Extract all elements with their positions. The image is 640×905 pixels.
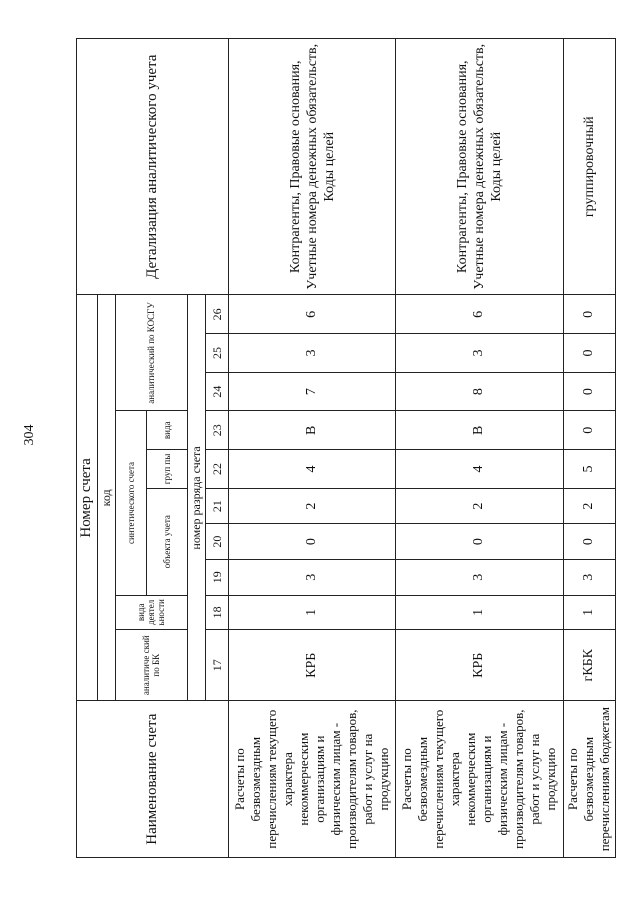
value-cell: 7 — [228, 372, 395, 411]
column-number: 22 — [206, 450, 229, 489]
value-cell: 3 — [563, 559, 615, 595]
value-cell: 3 — [228, 334, 395, 373]
column-number: 24 — [206, 372, 229, 411]
value-cell: 1 — [396, 595, 563, 630]
account-table — [76, 38, 616, 858]
value-cell: 0 — [563, 295, 615, 334]
account-name: Расчеты по безвозмездным перечислениям текущего характера некоммерческим организациям и физическим лицам - производителям товаров, работ и услуг на продукцию — [228, 701, 395, 858]
value-cell: В — [228, 411, 395, 450]
value-cell: КРБ — [228, 630, 395, 701]
account-name: Расчеты по безвозмездным перечислениям бюджетам — [563, 701, 615, 858]
value-cell: 0 — [563, 524, 615, 560]
value-cell: 1 — [228, 595, 395, 630]
column-number: 26 — [206, 295, 229, 334]
column-number: 17 — [206, 630, 229, 701]
account-name-header: Наименование счета — [77, 701, 229, 858]
value-cell: 0 — [396, 524, 563, 560]
digit-number-header: номер разряда счета — [187, 295, 205, 701]
value-cell: 4 — [228, 450, 395, 489]
detail-cell: Контрагенты, Правовые основания, Учетные номера денежных обязательств, Коды целей — [228, 39, 395, 295]
account-number-header: Номер счета — [77, 295, 98, 701]
value-cell: В — [396, 411, 563, 450]
detail-cell: группировочный — [563, 39, 615, 295]
value-cell: 0 — [563, 334, 615, 373]
value-cell: 0 — [563, 372, 615, 411]
page-number: 304 — [22, 424, 37, 446]
value-cell: 4 — [396, 450, 563, 489]
table-row — [563, 39, 615, 858]
value-cell: 2 — [228, 488, 395, 524]
analytical-kosgu-header: аналитический по КОСГУ — [116, 295, 188, 411]
table-row — [396, 39, 563, 858]
value-cell: 8 — [396, 372, 563, 411]
column-number: 23 — [206, 411, 229, 450]
account-object-header: объекта учета — [146, 488, 187, 595]
account-table-sheet — [76, 38, 616, 858]
column-number: 18 — [206, 595, 229, 630]
value-cell: 1 — [563, 595, 615, 630]
value-cell: 3 — [396, 334, 563, 373]
group-header: груп пы — [146, 450, 187, 489]
detail-header: Детализация аналитического учета — [77, 39, 229, 295]
table-row — [228, 39, 395, 858]
value-cell: 2 — [396, 488, 563, 524]
value-cell: КРБ — [396, 630, 563, 701]
value-cell: гКБК — [563, 630, 615, 701]
value-cell: 5 — [563, 450, 615, 489]
column-number: 21 — [206, 488, 229, 524]
column-number: 20 — [206, 524, 229, 560]
value-cell: 3 — [396, 559, 563, 595]
column-number: 19 — [206, 559, 229, 595]
activity-type-header: вида деятел ьности — [116, 595, 188, 630]
value-cell: 6 — [228, 295, 395, 334]
kind-header: вида — [146, 411, 187, 450]
analytical-bk-header: аналитиче ский по БК — [116, 630, 188, 701]
detail-cell: Контрагенты, Правовые основания, Учетные номера денежных обязательств, Коды целей — [396, 39, 563, 295]
column-number: 25 — [206, 334, 229, 373]
code-header: код — [97, 295, 115, 701]
value-cell: 0 — [228, 524, 395, 560]
value-cell: 0 — [563, 411, 615, 450]
value-cell: 2 — [563, 488, 615, 524]
synthetic-account-header: синтетического счета — [116, 411, 147, 595]
value-cell: 3 — [228, 559, 395, 595]
value-cell: 6 — [396, 295, 563, 334]
account-name: Расчеты по безвозмездным перечислениям текущего характера некоммерческим организациям и физическим лицам - производителям товаров, работ и услуг на продукцию — [396, 701, 563, 858]
